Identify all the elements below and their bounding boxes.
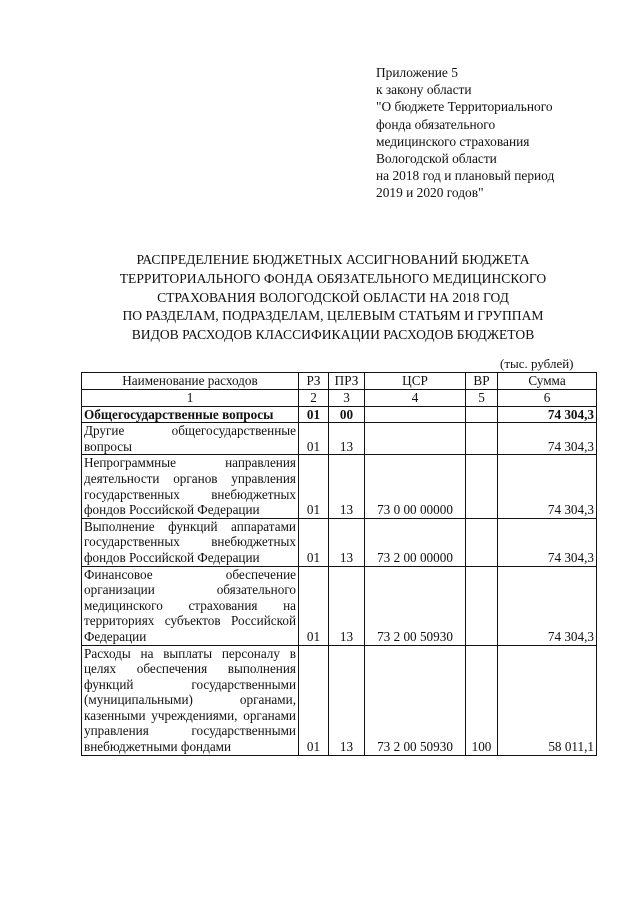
row-sum: 74 304,3 [498, 566, 597, 645]
column-number: 4 [365, 390, 466, 407]
title-line: ВИДОВ РАСХОДОВ КЛАССИФИКАЦИИ РАСХОДОВ БЮДЖЕТОВ [131, 327, 535, 343]
row-prz: 00 [329, 406, 365, 423]
column-number: 6 [498, 390, 597, 407]
row-prz: 13 [329, 423, 365, 455]
row-sum: 58 011,1 [498, 645, 597, 755]
title-line: РАСПРЕДЕЛЕНИЕ БЮДЖЕТНЫХ АССИГНОВАНИЙ БЮДЖЕТА [136, 252, 530, 267]
title-line: СТРАХОВАНИЯ ВОЛОГОДСКОЙ ОБЛАСТИ НА 2018 ГОД [157, 289, 509, 305]
row-rz: 01 [299, 645, 329, 755]
table-row [82, 518, 597, 566]
header-csr: ЦСР [365, 373, 466, 390]
row-vr [466, 518, 498, 566]
row-prz: 13 [329, 455, 365, 518]
column-number: 3 [329, 390, 365, 407]
table-header-row [82, 373, 597, 390]
annex-line: Вологодской области [376, 151, 497, 167]
row-csr: 73 2 00 00000 [365, 518, 466, 566]
row-name: Выполнение функций аппаратами государственных внебюджетных фондов Российской Федерации [82, 518, 299, 566]
row-csr: 73 0 00 00000 [365, 455, 466, 518]
row-rz: 01 [299, 423, 329, 455]
table-row [82, 455, 597, 518]
header-prz: ПРЗ [329, 373, 365, 390]
title-line: ПО РАЗДЕЛАМ, ПОДРАЗДЕЛАМ, ЦЕЛЕВЫМ СТАТЬЯМ И ГРУППАМ [122, 308, 544, 324]
table-row [82, 406, 597, 423]
annex-line: на 2018 год и плановый период [376, 168, 555, 184]
column-number: 5 [466, 390, 498, 407]
row-vr [466, 566, 498, 645]
row-rz: 01 [299, 566, 329, 645]
header-sum: Сумма [498, 373, 597, 390]
budget-table [81, 372, 597, 756]
table-row [82, 423, 597, 455]
table-row [82, 566, 597, 645]
row-prz: 13 [329, 566, 365, 645]
header-rz: РЗ [299, 373, 329, 390]
row-name: Расходы на выплаты персоналу в целях обеспечения выполнения функций государственными (муниципальными) органами, казенными учреждениями, органами управления государственными внебюджетными фондами [82, 645, 299, 755]
title-line: ТЕРРИТОРИАЛЬНОГО ФОНДА ОБЯЗАТЕЛЬНОГО МЕДИЦИНСКОГО [119, 270, 547, 286]
row-rz: 01 [299, 518, 329, 566]
column-number: 2 [299, 390, 329, 407]
annex-note [376, 64, 616, 202]
row-name: Другие общегосударственные вопросы [82, 423, 299, 455]
row-csr [365, 423, 466, 455]
row-prz: 13 [329, 645, 365, 755]
document-title [60, 251, 606, 345]
row-vr [466, 455, 498, 518]
row-sum: 74 304,3 [498, 406, 597, 423]
row-sum: 74 304,3 [498, 518, 597, 566]
table-row [82, 645, 597, 755]
annex-line: медицинского страхования [376, 133, 530, 149]
header-vr: ВР [466, 373, 498, 390]
row-csr [365, 406, 466, 423]
row-name: Финансовое обеспечение организации обязательного медицинского страхования на территориях субъектов Российской Федерации [82, 566, 299, 645]
row-vr: 100 [466, 645, 498, 755]
annex-line: к закону области [376, 82, 472, 98]
header-name: Наименование расходов [82, 373, 299, 390]
row-vr [466, 406, 498, 423]
annex-line: "О бюджете Территориального [376, 99, 553, 115]
row-rz: 01 [299, 455, 329, 518]
row-sum: 74 304,3 [498, 423, 597, 455]
row-csr: 73 2 00 50930 [365, 566, 466, 645]
column-number-row [82, 390, 597, 407]
row-name: Общегосударственные вопросы [82, 406, 299, 423]
units-label: (тыс. рублей) [500, 356, 574, 371]
annex-line: фонда обязательного [376, 116, 496, 132]
column-number: 1 [82, 390, 299, 407]
row-sum: 74 304,3 [498, 455, 597, 518]
row-rz: 01 [299, 406, 329, 423]
row-csr: 73 2 00 50930 [365, 645, 466, 755]
row-vr [466, 423, 498, 455]
row-name: Непрограммные направления деятельности органов управления государственных внебюджетных фондов Российской Федерации [82, 455, 299, 518]
annex-line: 2019 и 2020 годов" [376, 185, 484, 201]
row-prz: 13 [329, 518, 365, 566]
annex-line: Приложение 5 [376, 65, 458, 80]
